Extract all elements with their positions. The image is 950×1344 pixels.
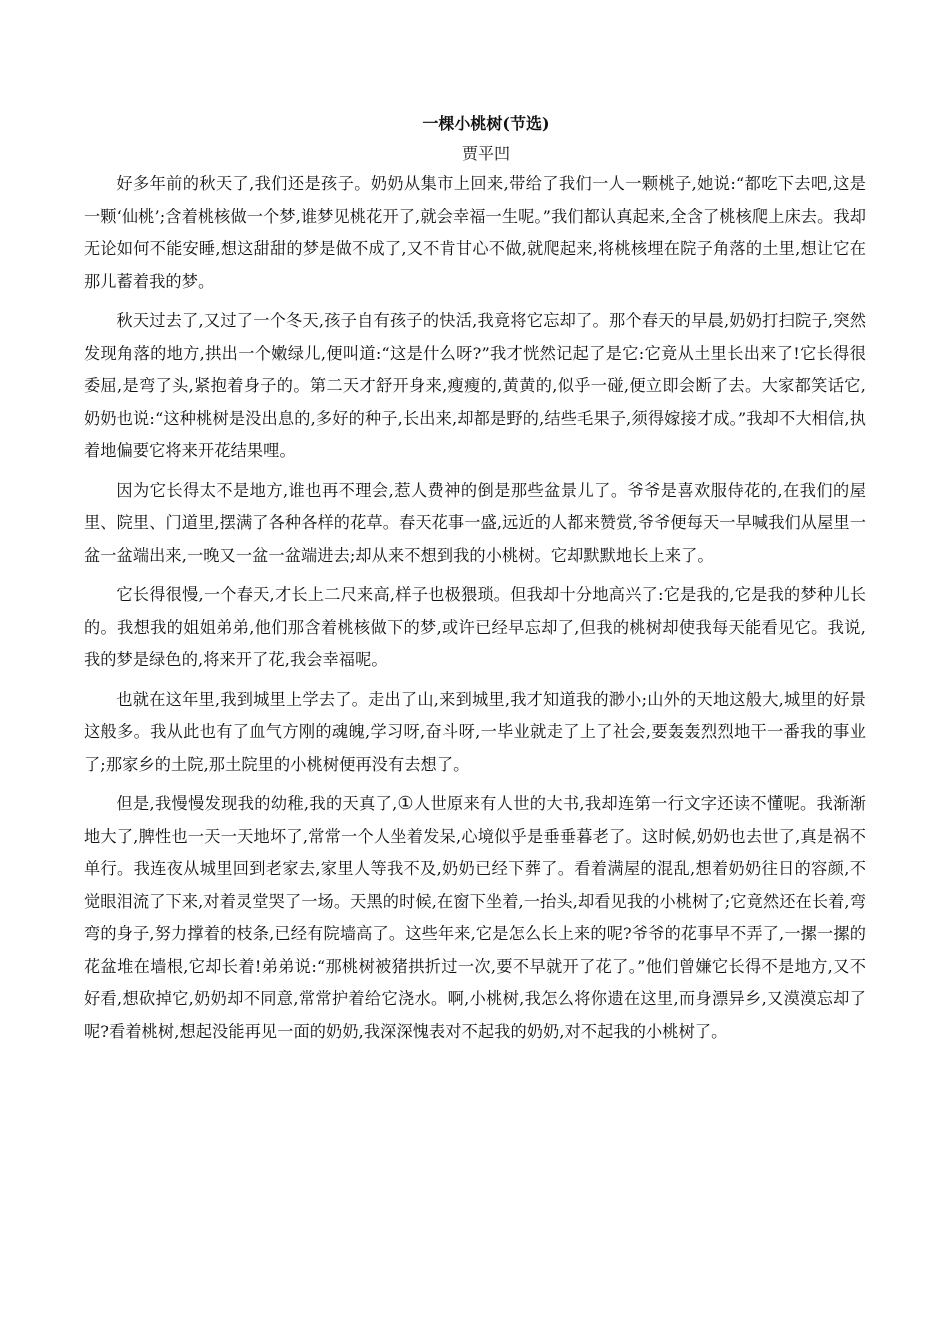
article-author: 贾平凹 bbox=[461, 144, 510, 163]
annotation-mark-1: ① bbox=[397, 793, 414, 814]
paragraph-1: 好多年前的秋天了,我们还是孩子。奶奶从集市上回来,带给了我们一人一颗桃子,她说:“都吃下去吧,这是一颗‘仙桃’;含着桃核做一个梦,谁梦见桃花开了,就会幸福一生呢。”我们都认真起来,全含了桃核爬上床去。我却无论如何不能安睡,想这甜甜的梦是做不成了,又不肯甘心不做,就爬起来,将桃核埋在院子角落的土里,想让它在那儿蓄着我的梦。 bbox=[84, 174, 866, 291]
paragraph-6 bbox=[84, 788, 866, 1048]
paragraph-4: 它长得很慢,一个春天,才长上二尺来高,样子也极猥琐。但我却十分地高兴了:它是我的,它是我的梦种儿长的。我想我的姐姐弟弟,他们那含着桃核做下的梦,或许已经早忘却了,但我的桃树却使我每天能看见它。我说,我的梦是绿色的,将来开了花,我会幸福呢。 bbox=[84, 585, 866, 669]
paragraph-2: 秋天过去了,又过了一个冬天,孩子自有孩子的快活,我竟将它忘却了。那个春天的早晨,奶奶打扫院子,突然发现角落的地方,拱出一个嫩绿儿,便叫道:“这是什么呀?”我才恍然记起了是它:它竟从土里长出来了!它长得很委屈,是弯了头,紧抱着身子的。第二天才舒开身来,瘦瘦的,黄黄的,似乎一碰,便立即会断了去。大家都笑话它,奶奶也说:“这种桃树是没出息的,多好的种子,长出来,却都是野的,结些毛果子,须得嫁接才成。”我却不大相信,执着地偏要它将来开花结果哩。 bbox=[84, 311, 866, 460]
paragraph-6-before-mark: 但是,我慢慢发现我的幼稚,我的天真了, bbox=[116, 794, 398, 813]
paragraph-3: 因为它长得太不是地方,谁也再不理会,惹人费神的倒是那些盆景儿了。爷爷是喜欢服侍花的,在我们的屋里、院里、门道里,摆满了各种各样的花草。春天花事一盛,远近的人都来赞赏,爷爷便每天一早喊我们从屋里一盆一盆端出来,一晚又一盆一盆端进去;却从来不想到我的小桃树。它却默默地长上来了。 bbox=[84, 480, 866, 565]
paragraph-5: 也就在这年里,我到城里上学去了。走出了山,来到城里,我才知道我的渺小;山外的天地这般大,城里的好景这般多。我从此也有了血气方刚的魂魄,学习呀,奋斗呀,一毕业就走了上了社会,要轰轰烈烈地干一番我的事业了;那家乡的土院,那土院里的小桃树便再没有去想了。 bbox=[84, 689, 866, 774]
article-title: 一棵小桃树(节选) bbox=[422, 114, 550, 133]
paragraph-6-after-mark: 人世原来有人世的大书,我却连第一行文字还读不懂呢。我渐渐地大了,脾性也一天一天地坏了,常常一个人坐着发呆,心境似乎是垂垂暮老了。这时候,奶奶也去世了,真是祸不单行。我连夜从城里回到老家去,家里人等我不及,奶奶已经下葬了。看着满屋的混乱,想着奶奶往日的容颜,不觉眼泪流了下来,对着灵堂哭了一场。天黑的时候,在窗下坐着,一抬头,却看见我的小桃树了;它竟然还在长着,弯弯的身子,努力撑着的枝条,已经有院墙高了。这些年来,它是怎么长上来的呢?爷爷的花事早不弄了,一摞一摞的花盆堆在墙根,它却长着!弟弟说:“那桃树被猪拱折过一次,要不早就开了花了。”他们曾嫌它长得不是地方,又不好看,想砍掉它,奶奶却不同意,常常护着给它浇水。啊,小桃树,我怎么将你遗在这里,而身漂异乡,又漠漠忘却了呢?看着桃树,想起没能再见一面的奶奶,我深深愧表对不起我的奶奶,对不起我的小桃树了。 bbox=[84, 794, 866, 1041]
